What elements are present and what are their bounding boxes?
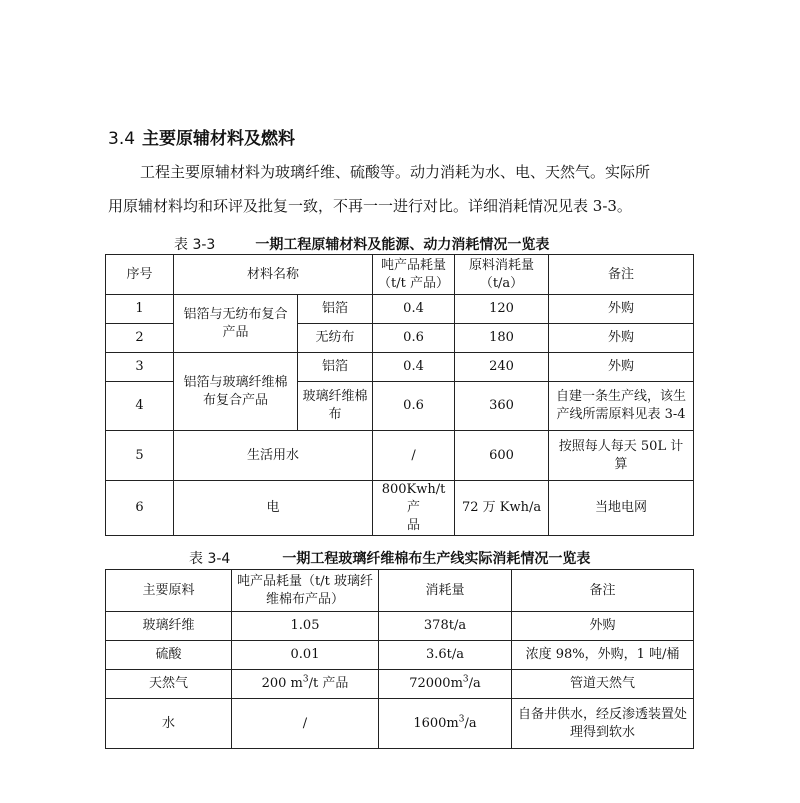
table-3-4-caption-number: 表 3-4	[189, 551, 231, 567]
cell-seq: 5	[106, 431, 174, 481]
paragraph-line-1: 工程主要原辅材料为玻璃纤维、硫酸等。动力消耗为水、电、天然气。实际所	[140, 163, 651, 181]
header-remark: 备注	[549, 255, 694, 295]
section-heading	[108, 124, 295, 149]
header-per-ton: 吨产品耗量（t/t 玻璃纤 维棉布产品）	[232, 570, 379, 612]
cell-consumption: $1600m^3/a$	[379, 699, 512, 749]
table-row	[106, 431, 694, 481]
cell-per-ton: 0.6	[373, 382, 455, 431]
cell-per-ton: 0.4	[373, 295, 455, 324]
cell-material: 硫酸	[106, 641, 232, 670]
table-row	[106, 641, 694, 670]
header-seq: 序号	[106, 255, 174, 295]
table-3-4-caption-title: 一期工程玻璃纤维棉布生产线实际消耗情况一览表	[282, 551, 591, 567]
section-number: 3.4	[108, 129, 136, 149]
cell-consumption: 120	[455, 295, 549, 324]
cell-material: 玻璃纤维	[106, 612, 232, 641]
section-title: 主要原辅材料及燃料	[142, 129, 296, 149]
cell-remark: 管道天然气	[512, 670, 694, 699]
cell-sub-material: 铝箔	[298, 295, 373, 324]
cell-remark: 外购	[549, 295, 694, 324]
table-3-3	[105, 254, 694, 536]
cell-remark: 按照每人每天 50L 计 算	[549, 431, 694, 481]
cell-remark: 外购	[549, 324, 694, 353]
cell-consumption: 180	[455, 324, 549, 353]
cell-remark: 自备井供水，经反渗透装置处 理得到软水	[512, 699, 694, 749]
header-material: 材料名称	[174, 255, 373, 295]
cell-consumption: 72 万 Kwh/a	[455, 481, 549, 536]
cell-sub-material: 无纺布	[298, 324, 373, 353]
cell-group-2: 铝箔与玻璃纤维棉 布复合产品	[174, 353, 298, 431]
table-3-4-caption	[189, 548, 590, 568]
cell-seq: 6	[106, 481, 174, 536]
cell-consumption: 600	[455, 431, 549, 481]
cell-consumption: 3.6t/a	[379, 641, 512, 670]
table-3-3-caption-number: 表 3-3	[174, 237, 216, 253]
cell-remark: 当地电网	[549, 481, 694, 536]
cell-material: 生活用水	[174, 431, 373, 481]
cell-seq: 1	[106, 295, 174, 324]
cell-consumption: 240	[455, 353, 549, 382]
table-3-4	[105, 569, 694, 749]
cell-seq: 2	[106, 324, 174, 353]
cell-sub-material: 铝箔	[298, 353, 373, 382]
table-row	[106, 612, 694, 641]
cell-per-ton: 1.05	[232, 612, 379, 641]
table-3-4-header-row	[106, 570, 694, 612]
table-row	[106, 699, 694, 749]
cell-per-ton: /	[232, 699, 379, 749]
cell-remark: 浓度 98%，外购，1 吨/桶	[512, 641, 694, 670]
paragraph-line-2: 用原辅材料均和环评及批复一致，不再一一进行对比。详细消耗情况见表 3-3。	[108, 197, 632, 215]
cell-remark: 自建一条生产线，该生 产线所需原料见表 3-4	[549, 382, 694, 431]
table-3-3-caption-title: 一期工程原辅材料及能源、动力消耗情况一览表	[255, 237, 550, 253]
cell-consumption: 378t/a	[379, 612, 512, 641]
cell-seq: 3	[106, 353, 174, 382]
table-row	[106, 353, 694, 382]
cell-per-ton: 200 $m^3/t$ 产品	[232, 670, 379, 699]
cell-per-ton: 0.4	[373, 353, 455, 382]
cell-consumption: 360	[455, 382, 549, 431]
cell-material: 电	[174, 481, 373, 536]
header-remark: 备注	[512, 570, 694, 612]
cell-remark: 外购	[549, 353, 694, 382]
cell-per-ton: 0.01	[232, 641, 379, 670]
cell-seq: 4	[106, 382, 174, 431]
cell-per-ton: 800Kwh/t 产 品	[373, 481, 455, 536]
table-row	[106, 481, 694, 536]
cell-per-ton: /	[373, 431, 455, 481]
header-material: 主要原料	[106, 570, 232, 612]
table-row	[106, 670, 694, 699]
cell-remark: 外购	[512, 612, 694, 641]
table-3-3-caption	[174, 234, 549, 254]
header-consumption: 消耗量	[379, 570, 512, 612]
header-per-ton: 吨产品耗量 （t/t 产品）	[373, 255, 455, 295]
cell-consumption: $72000m^3/a$	[379, 670, 512, 699]
cell-material: 天然气	[106, 670, 232, 699]
table-row	[106, 295, 694, 324]
cell-group-1: 铝箔与无纺布复合 产品	[174, 295, 298, 353]
cell-material: 水	[106, 699, 232, 749]
cell-sub-material: 玻璃纤维棉 布	[298, 382, 373, 431]
cell-per-ton: 0.6	[373, 324, 455, 353]
table-3-3-header-row	[106, 255, 694, 295]
header-consumption: 原料消耗量 （t/a）	[455, 255, 549, 295]
